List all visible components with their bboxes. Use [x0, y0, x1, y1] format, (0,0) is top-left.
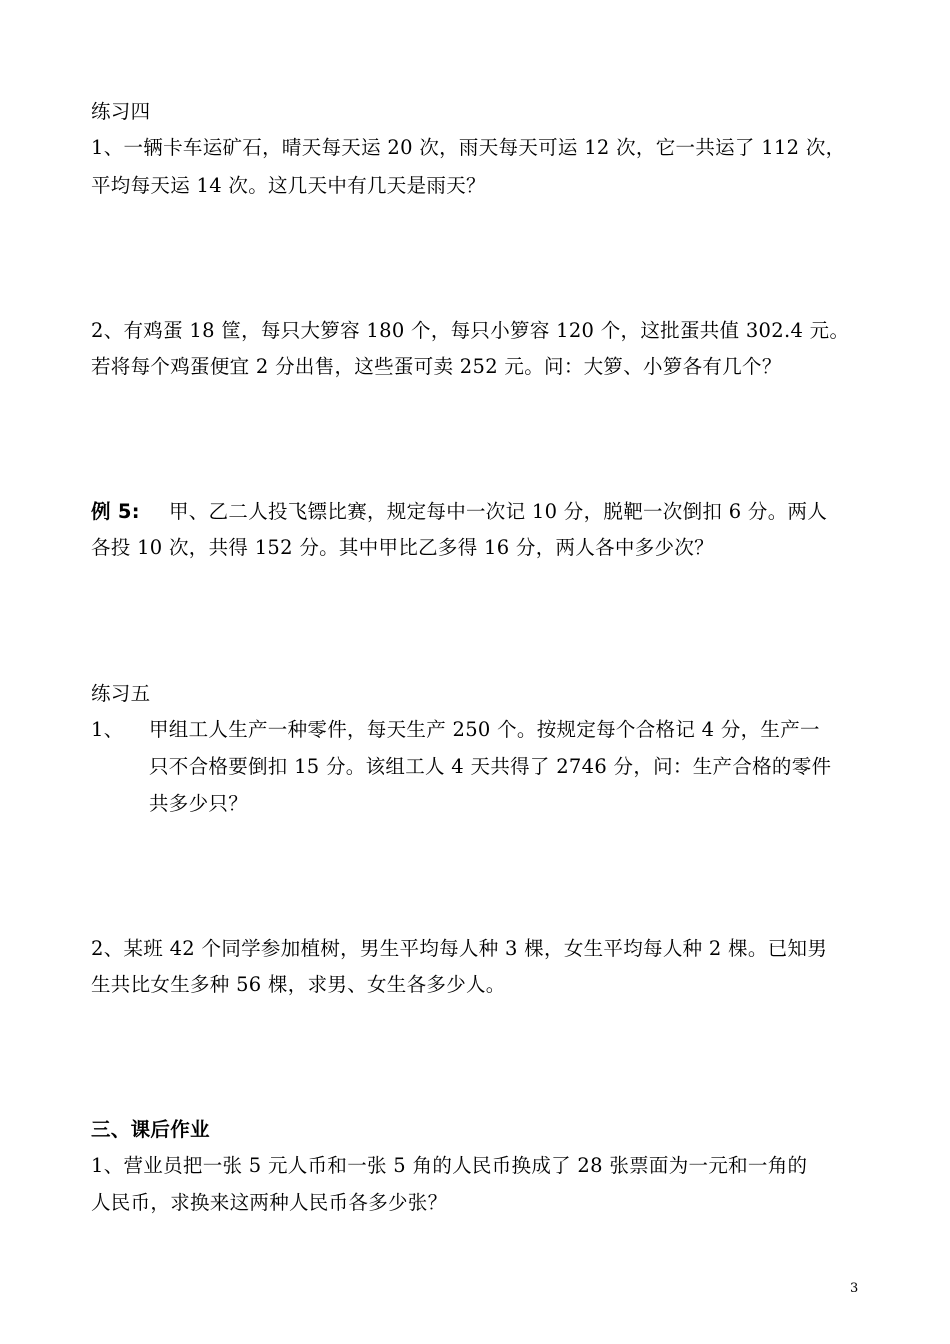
homework-q1-line2: 人民币，求换来这两种人民币各多少张？	[91, 1191, 448, 1214]
practice5-q1-line3: 共多少只？	[149, 792, 249, 815]
practice5-heading: 练习五	[91, 682, 151, 705]
practice4-q2-line1: 2、有鸡蛋 18 筐，每只大箩容 180 个，每只小箩容 120 个，这批蛋共值 302.4 元。	[91, 319, 850, 342]
practice5-q2-line1: 2、某班 42 个同学参加植树，男生平均每人种 3 棵，女生平均每人种 2 棵。已知男	[91, 937, 828, 960]
practice4-heading: 练习四	[91, 100, 151, 123]
practice4-q1-line2: 平均每天运 14 次。这几天中有几天是雨天？	[91, 174, 486, 197]
example5-line1	[91, 498, 827, 526]
example5-text-line1: 甲、乙二人投飞镖比赛，规定每中一次记 10 分，脱靶一次倒扣 6 分。两人	[169, 500, 828, 523]
practice4-q1-line1: 1、一辆卡车运矿石，晴天每天运 20 次，雨天每天可运 12 次，它一共运了 112 次，	[91, 136, 846, 159]
practice5-q1-line1	[91, 716, 820, 744]
practice5-q1-number: 1、	[91, 718, 124, 741]
practice5-q1-text-line1: 甲组工人生产一种零件，每天生产 250 个。按规定每个合格记 4 分，生产一	[149, 718, 820, 741]
practice5-q2-line2: 生共比女生多种 56 棵，求男、女生各多少人。	[91, 973, 506, 996]
practice5-q1-line2: 只不合格要倒扣 15 分。该组工人 4 天共得了 2746 分，问：生产合格的零件	[149, 755, 832, 778]
homework-q1-line1: 1、营业员把一张 5 元人币和一张 5 角的人民币换成了 28 张票面为一元和一角的	[91, 1154, 808, 1177]
example5-line2: 各投 10 次，共得 152 分。其中甲比乙多得 16 分，两人各中多少次？	[91, 536, 714, 559]
practice4-q2-line2: 若将每个鸡蛋便宜 2 分出售，这些蛋可卖 252 元。问：大箩、小箩各有几个？	[91, 355, 782, 378]
homework-heading: 三、课后作业	[91, 1118, 210, 1141]
example5-label: 例 5:	[91, 500, 140, 523]
page-number: 3	[850, 1281, 859, 1296]
